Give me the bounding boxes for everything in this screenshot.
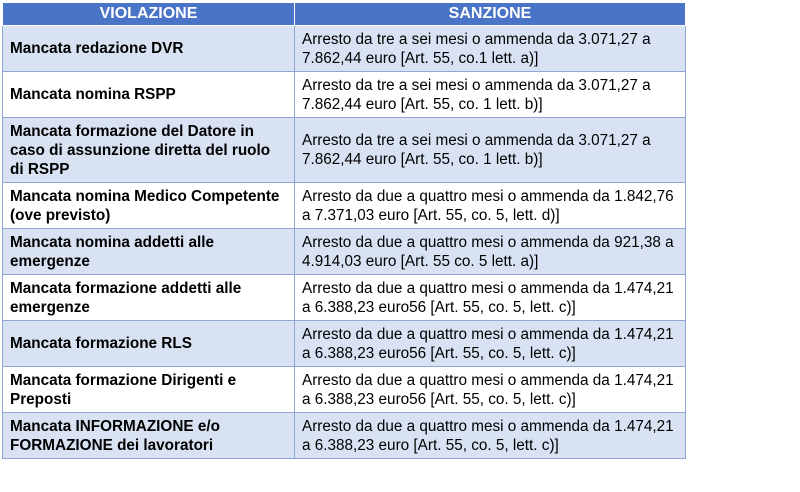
sanction-cell: Arresto da due a quattro mesi o ammenda da 1.842,76 a 7.371,03 euro [Art. 55, co. 5, lett. d)] (295, 183, 686, 229)
sanction-cell: Arresto da tre a sei mesi o ammenda da 3.071,27 a 7.862,44 euro [Art. 55, co. 1 lett. b)] (295, 72, 686, 118)
table-row (3, 275, 686, 321)
sanction-cell: Arresto da tre a sei mesi o ammenda da 3.071,27 a 7.862,44 euro [Art. 55, co. 1 lett. b)] (295, 118, 686, 183)
sanctions-table (2, 2, 686, 459)
violation-cell: Mancata formazione Dirigenti e Preposti (3, 367, 295, 413)
violation-cell: Mancata INFORMAZIONE e/o FORMAZIONE dei lavoratori (3, 413, 295, 459)
header-sanzione: SANZIONE (295, 3, 686, 26)
table-row (3, 367, 686, 413)
violation-cell: Mancata nomina Medico Competente (ove previsto) (3, 183, 295, 229)
table-row (3, 72, 686, 118)
violation-cell: Mancata nomina addetti alle emergenze (3, 229, 295, 275)
sanction-cell: Arresto da tre a sei mesi o ammenda da 3.071,27 a 7.862,44 euro [Art. 55, co.1 lett. a)] (295, 26, 686, 72)
table-row (3, 413, 686, 459)
violation-cell: Mancata formazione del Datore in caso di assunzione diretta del ruolo di RSPP (3, 118, 295, 183)
table-row (3, 118, 686, 183)
sanction-cell: Arresto da due a quattro mesi o ammenda da 1.474,21 a 6.388,23 euro [Art. 55, co. 5, lett. c)] (295, 413, 686, 459)
header-violazione: VIOLAZIONE (3, 3, 295, 26)
table-header-row (3, 3, 686, 26)
table-row (3, 26, 686, 72)
violation-cell: Mancata formazione RLS (3, 321, 295, 367)
violation-cell: Mancata formazione addetti alle emergenze (3, 275, 295, 321)
sanction-cell: Arresto da due a quattro mesi o ammenda da 921,38 a 4.914,03 euro [Art. 55 co. 5 lett. a)] (295, 229, 686, 275)
table-row (3, 229, 686, 275)
sanction-cell: Arresto da due a quattro mesi o ammenda da 1.474,21 a 6.388,23 euro56 [Art. 55, co. 5, lett. c)] (295, 367, 686, 413)
sanction-cell: Arresto da due a quattro mesi o ammenda da 1.474,21 a 6.388,23 euro56 [Art. 55, co. 5, lett. c)] (295, 275, 686, 321)
violation-cell: Mancata nomina RSPP (3, 72, 295, 118)
table-row (3, 321, 686, 367)
table-row (3, 183, 686, 229)
sanction-cell: Arresto da due a quattro mesi o ammenda da 1.474,21 a 6.388,23 euro56 [Art. 55, co. 5, lett. c)] (295, 321, 686, 367)
violation-cell: Mancata redazione DVR (3, 26, 295, 72)
